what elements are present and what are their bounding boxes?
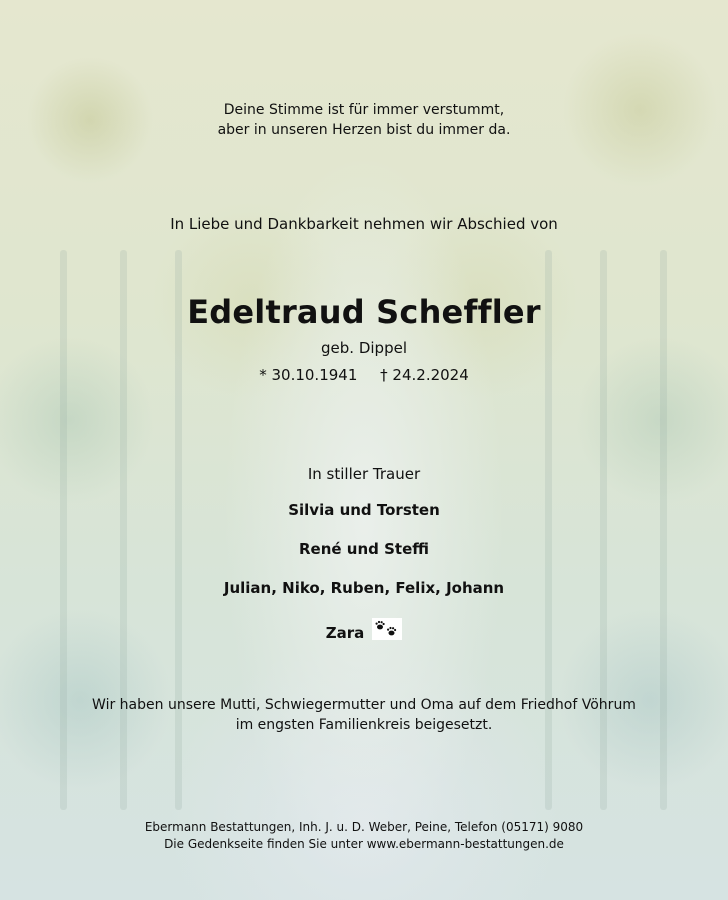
mourning-heading: In stiller Trauer (307, 465, 421, 483)
verse-line: Deine Stimme ist für immer verstummt, (223, 102, 505, 118)
mourner-line-pet (0, 618, 728, 642)
burial-notice (0, 695, 728, 735)
farewell-intro: In Liebe und Dankbarkeit nehmen wir Abschied von (170, 215, 558, 233)
birth-date: * 30.10.1941 (259, 366, 358, 384)
funeral-home-footer (0, 819, 728, 853)
verse-line: aber in unseren Herzen bist du immer da. (217, 122, 511, 138)
mourner-line: Silvia und Torsten (288, 501, 440, 519)
notice-line: im engsten Familienkreis beigesetzt. (235, 717, 493, 733)
birth-name: geb. Dippel (321, 339, 407, 357)
pet-name: Zara (325, 624, 365, 642)
death-date: † 24.2.2024 (380, 366, 469, 384)
life-dates (0, 366, 728, 384)
memorial-page-info: Die Gedenkseite finden Sie unter www.ebermann-bestattungen.de (164, 837, 564, 851)
mourner-line: Julian, Niko, Ruben, Felix, Johann (223, 579, 505, 597)
deceased-name: Edeltraud Scheffler (187, 293, 541, 331)
funeral-home-contact: Ebermann Bestattungen, Inh. J. u. D. Weber, Peine, Telefon (05171) 9080 (144, 820, 584, 834)
memorial-verse (0, 100, 728, 140)
notice-line: Wir haben unsere Mutti, Schwiegermutter und Oma auf dem Friedhof Vöhrum (92, 697, 636, 713)
paw-prints-icon (372, 618, 402, 640)
mourner-line: René und Steffi (299, 540, 429, 558)
